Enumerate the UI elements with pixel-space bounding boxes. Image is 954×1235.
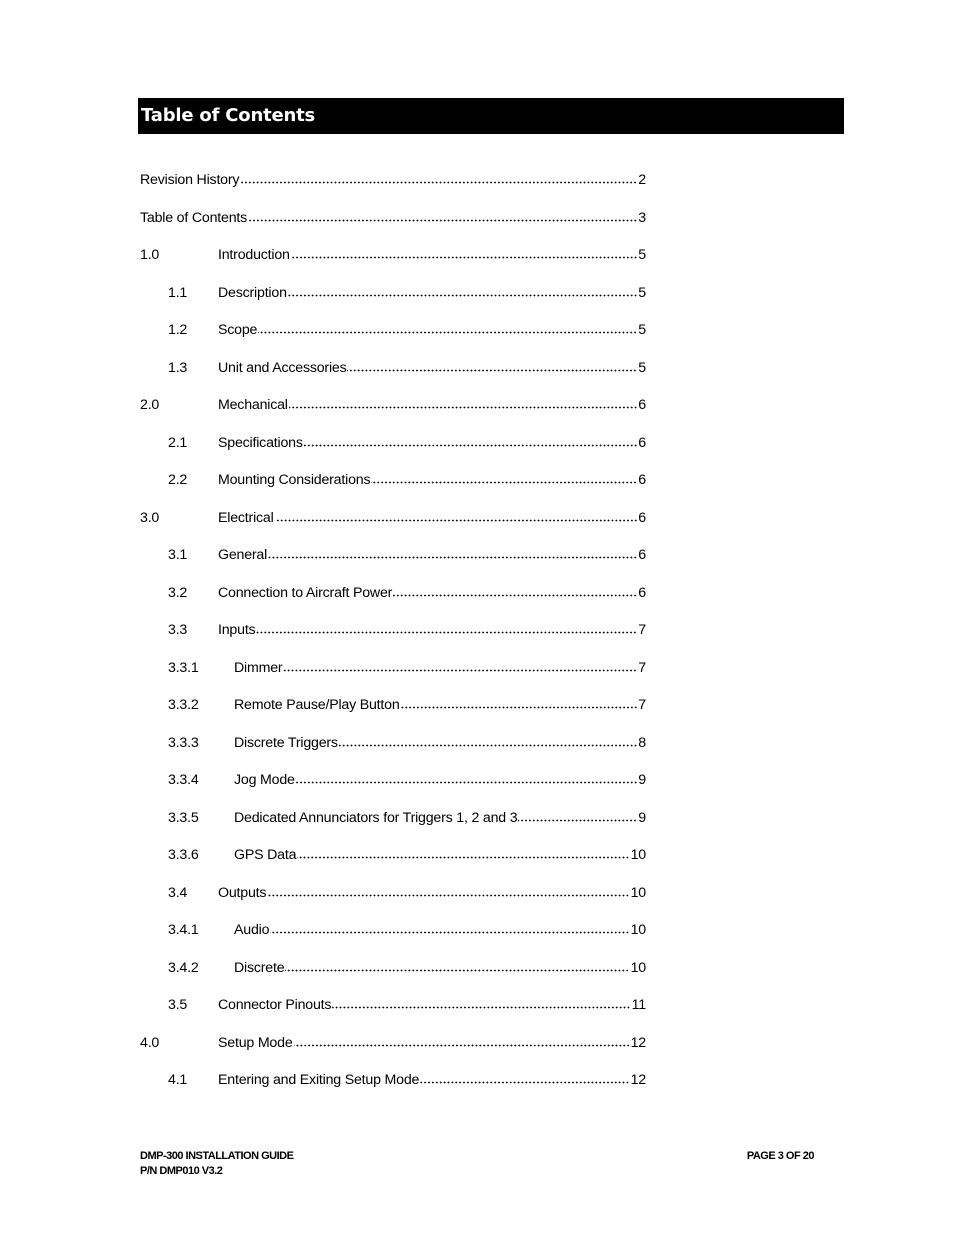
toc-entry-page: 7 — [638, 659, 646, 676]
toc-entry-page: 10 — [630, 959, 646, 976]
toc-entry-page: 6 — [638, 434, 646, 451]
toc-entry-page: 6 — [638, 472, 646, 488]
toc-dot-leader — [291, 256, 638, 259]
toc-entry-title: Discrete — [234, 959, 285, 976]
toc-entry-number: 3.4.1 — [168, 922, 199, 938]
toc-entry-title: Specifications — [218, 434, 303, 451]
toc-entry-page: 6 — [638, 547, 646, 563]
toc-entry-title: Setup Mode — [218, 1034, 293, 1051]
toc-entry[interactable] — [140, 585, 646, 623]
toc-dot-leader — [401, 706, 638, 709]
toc-entry-page: 5 — [638, 247, 646, 263]
toc-dot-leader — [347, 369, 637, 372]
toc-entry-page: 12 — [630, 1072, 646, 1088]
toc-entry[interactable] — [140, 697, 646, 735]
toc-dot-leader — [285, 969, 629, 972]
toc-entry-number: 2.0 — [140, 397, 160, 413]
toc-entry-title: Connector Pinouts — [218, 997, 332, 1013]
toc-entry[interactable] — [140, 322, 646, 360]
toc-entry-number: 3.3.2 — [168, 697, 199, 713]
toc-entry-title: Revision History — [140, 172, 240, 188]
footer-part-number: P/N DMP010 V3.2 — [140, 1165, 223, 1177]
toc-entry[interactable] — [140, 735, 646, 773]
toc-entry-page: 8 — [638, 734, 646, 751]
toc-entry[interactable] — [140, 435, 646, 473]
toc-entry-page: 6 — [638, 397, 646, 413]
toc-dot-leader — [248, 219, 637, 222]
toc-entry-number: 1.1 — [168, 284, 188, 301]
toc-dot-leader — [288, 294, 638, 297]
toc-entry-title: Outputs — [218, 884, 267, 901]
toc-entry-number: 3.3.3 — [168, 734, 199, 751]
toc-entry-number: 3.4.2 — [168, 959, 199, 976]
toc-dot-leader — [267, 894, 629, 897]
toc-entry-page: 7 — [638, 622, 646, 638]
toc-entry[interactable] — [140, 997, 646, 1035]
toc-dot-leader — [393, 594, 637, 597]
toc-entry-title: General — [218, 547, 268, 563]
toc-entry-number: 3.3 — [168, 622, 188, 638]
toc-entry-number: 1.3 — [168, 359, 188, 376]
toc-entry-page: 5 — [638, 322, 646, 338]
toc-entry-number: 3.0 — [140, 509, 160, 526]
footer-right — [747, 1149, 814, 1164]
toc-heading: Table of Contents — [141, 105, 316, 126]
toc-dot-leader — [268, 556, 637, 559]
toc-entry-title: Discrete Triggers — [234, 734, 338, 751]
toc-entry[interactable] — [140, 1072, 646, 1110]
toc-entry-page: 6 — [638, 509, 646, 526]
toc-entry-page: 9 — [638, 809, 646, 826]
toc-dot-leader — [518, 819, 637, 822]
toc-dot-leader — [289, 406, 638, 409]
toc-entry[interactable] — [140, 247, 646, 285]
toc-entry-page: 12 — [630, 1034, 646, 1051]
toc-entry-page: 10 — [630, 922, 646, 938]
toc-entry-page: 2 — [638, 172, 646, 188]
toc-entry[interactable] — [140, 660, 646, 698]
toc-entry-title: Dimmer — [234, 659, 283, 676]
toc-entry-title: Description — [218, 284, 287, 301]
toc-entry-number: 3.2 — [168, 584, 188, 601]
toc-entry-number: 3.3.4 — [168, 772, 199, 788]
toc-entry-title: Audio — [234, 922, 270, 938]
toc-entry[interactable] — [140, 847, 646, 885]
toc-entry-number: 3.3.6 — [168, 847, 199, 863]
toc-entry[interactable] — [140, 1035, 646, 1073]
toc-dot-leader — [339, 744, 637, 747]
toc-entry-title: Remote Pause/Play Button — [234, 697, 400, 713]
toc-entry-page: 3 — [638, 209, 646, 226]
toc-entry[interactable] — [140, 472, 646, 510]
toc-entry-title: Unit and Accessories — [218, 359, 347, 376]
toc-entry-number: 1.0 — [140, 247, 160, 263]
toc-entry[interactable] — [140, 510, 646, 548]
toc-entry-page: 10 — [630, 884, 646, 901]
toc-entry[interactable] — [140, 622, 646, 660]
toc-entry[interactable] — [140, 397, 646, 435]
toc-entry-number: 3.4 — [168, 884, 188, 901]
toc-entry[interactable] — [140, 360, 646, 398]
toc-entry-number: 3.5 — [168, 997, 188, 1013]
toc-entry-page: 10 — [630, 847, 646, 863]
footer-page-label: PAGE 3 OF 20 — [746, 1150, 814, 1162]
toc-entry-number: 2.1 — [168, 434, 188, 451]
toc-dot-leader — [240, 181, 637, 184]
toc-entry-title: Dedicated Annunciators for Triggers 1, 2 and 3 — [234, 809, 518, 826]
toc-entry[interactable] — [140, 210, 646, 248]
toc-entry[interactable] — [140, 810, 646, 848]
toc-heading-bar — [138, 98, 844, 134]
toc-entry-title: Jog Mode — [234, 772, 295, 788]
toc-entry[interactable] — [140, 285, 646, 323]
toc-entry[interactable] — [140, 960, 646, 998]
toc-dot-leader — [332, 1006, 630, 1009]
toc-entry-title: GPS Data — [234, 847, 297, 863]
toc-dot-leader — [297, 856, 629, 859]
toc-entry-page: 5 — [638, 359, 646, 376]
toc-entry-title: Entering and Exiting Setup Mode — [218, 1072, 420, 1088]
toc-entry-number: 3.3.5 — [168, 809, 199, 826]
toc-dot-leader — [420, 1081, 629, 1084]
toc-entry-title: Introduction — [218, 247, 290, 263]
toc-dot-leader — [256, 631, 637, 634]
toc-entry-page: 7 — [638, 697, 646, 713]
toc-entry-number: 3.3.1 — [168, 659, 199, 676]
toc-entry[interactable] — [140, 547, 646, 585]
toc-entry-number: 4.0 — [140, 1034, 160, 1051]
toc-entry-page: 9 — [638, 772, 646, 788]
toc-entry[interactable] — [140, 772, 646, 810]
toc-entry-page: 6 — [638, 584, 646, 601]
toc-entry-page: 5 — [638, 284, 646, 301]
toc-dot-leader — [294, 1044, 630, 1047]
toc-entry[interactable] — [140, 885, 646, 923]
toc-entry-number: 1.2 — [168, 322, 188, 338]
toc-dot-leader — [371, 481, 637, 484]
toc-entry-title: Mounting Considerations — [218, 472, 371, 488]
toc-entry-title: Inputs — [218, 622, 256, 638]
toc-entry[interactable] — [140, 922, 646, 960]
toc-entry-title: Scope — [218, 322, 258, 338]
toc-entry-title: Table of Contents — [140, 209, 248, 226]
toc-dot-leader — [270, 931, 629, 934]
toc-entry-number: 2.2 — [168, 472, 188, 488]
toc-dot-leader — [304, 444, 638, 447]
toc-dot-leader — [258, 331, 637, 334]
toc-entry-number: 3.1 — [168, 547, 188, 563]
footer-doc-title: DMP-300 INSTALLATION GUIDE — [140, 1150, 294, 1162]
toc-entry-title: Connection to Aircraft Power — [218, 584, 393, 601]
toc-dot-leader — [296, 781, 638, 784]
toc-entry[interactable] — [140, 172, 646, 210]
toc-dot-leader — [275, 519, 638, 522]
toc-entry-title: Electrical — [218, 509, 274, 526]
table-of-contents — [140, 172, 646, 1110]
footer-left — [140, 1149, 293, 1179]
toc-entry-number: 4.1 — [168, 1072, 188, 1088]
toc-dot-leader — [283, 669, 637, 672]
toc-entry-page: 11 — [631, 997, 646, 1013]
toc-entry-title: Mechanical — [218, 397, 288, 413]
